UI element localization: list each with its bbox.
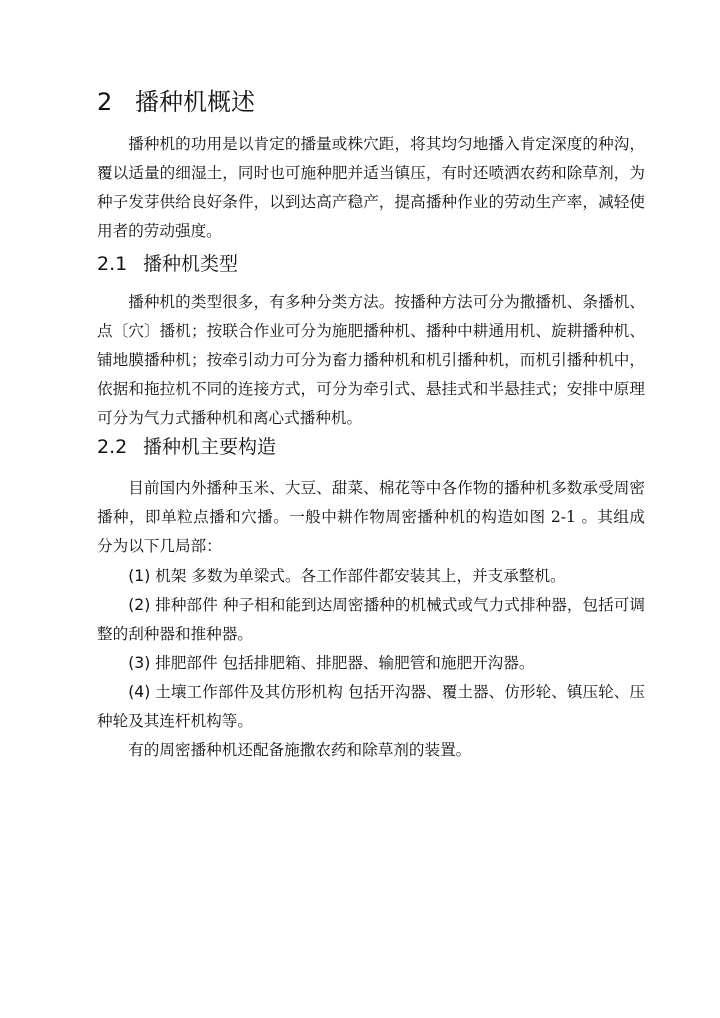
section-number: 2.2 [97, 436, 128, 458]
chapter-title: 播种机概述 [135, 88, 255, 116]
list-item-fertilizer [97, 649, 645, 678]
section-heading-structure [97, 433, 276, 461]
list-item-lead: (3) 排肥部件 [128, 654, 218, 672]
list-item-lead: (4) 土壤工作部件及其仿形机构 [128, 683, 343, 701]
list-item-text: 包括排肥箱、排肥器、输肥管和施肥开沟器。 [217, 654, 535, 672]
section-heading-types [97, 250, 238, 278]
types-paragraph: 播种机的类型很多，有多种分类方法。按播种方法可分为撒播机、条播机、点〔穴〕播机；按联合作业可分为施肥播种机、播种中耕通用机、旋耕播种机、铺地膜播种机；按牵引动力可分为畜力播种机和机引播种机，而机引播种机中，依据和拖拉机不同的连接方式，可分为牵引式、悬挂式和半悬挂式；安排中原理可分为气力式播种机和离心式播种机。 [97, 293, 645, 427]
section-number: 2.1 [97, 253, 128, 275]
chapter-intro-paragraph: 播种机的功用是以肯定的播量或株穴距，将其均匀地播入肯定深度的种沟，覆以适量的细湿土，同时也可施种肥并适当镇压，有时还喷洒农药和除草剂，为种子发芽供给良好条件，以到达高产稳产，提高播种作业的劳动生产率，减轻使用者的劳动强度。 [97, 135, 645, 240]
list-item-soil-working [97, 678, 645, 736]
section-title: 播种机主要构造 [143, 436, 277, 458]
list-item-seed-metering [97, 591, 645, 649]
section-title: 播种机类型 [143, 253, 239, 275]
list-item-text: 包括开沟器、覆土器、仿形轮、镇压轮、压种轮及其连杆机构等。 [97, 683, 646, 730]
list-item-text: 种子相和能到达周密播种的机械式或气力式排种器，包括可调整的刮种器和推种器。 [97, 596, 645, 643]
chapter-number: 2 [97, 88, 113, 116]
structure-intro-paragraph: 目前国内外播种玉米、大豆、甜菜、棉花等中各作物的播种机多数承受周密播种，即单粒点播和穴播。一般中耕作物周密播种机的构造如图 2-1 。其组成分为以下几局部： [97, 479, 645, 555]
list-item-lead: (2) 排种部件 [128, 596, 218, 614]
closing-paragraph: 有的周密播种机还配备施撒农药和除草剂的装置。 [128, 741, 472, 759]
list-item-text: 多数为单梁式。各工作部件都安装其上，并支承整机。 [186, 567, 566, 585]
list-item-lead: (1) 机架 [128, 567, 187, 585]
chapter-heading [97, 84, 255, 120]
list-item-frame [97, 562, 645, 591]
